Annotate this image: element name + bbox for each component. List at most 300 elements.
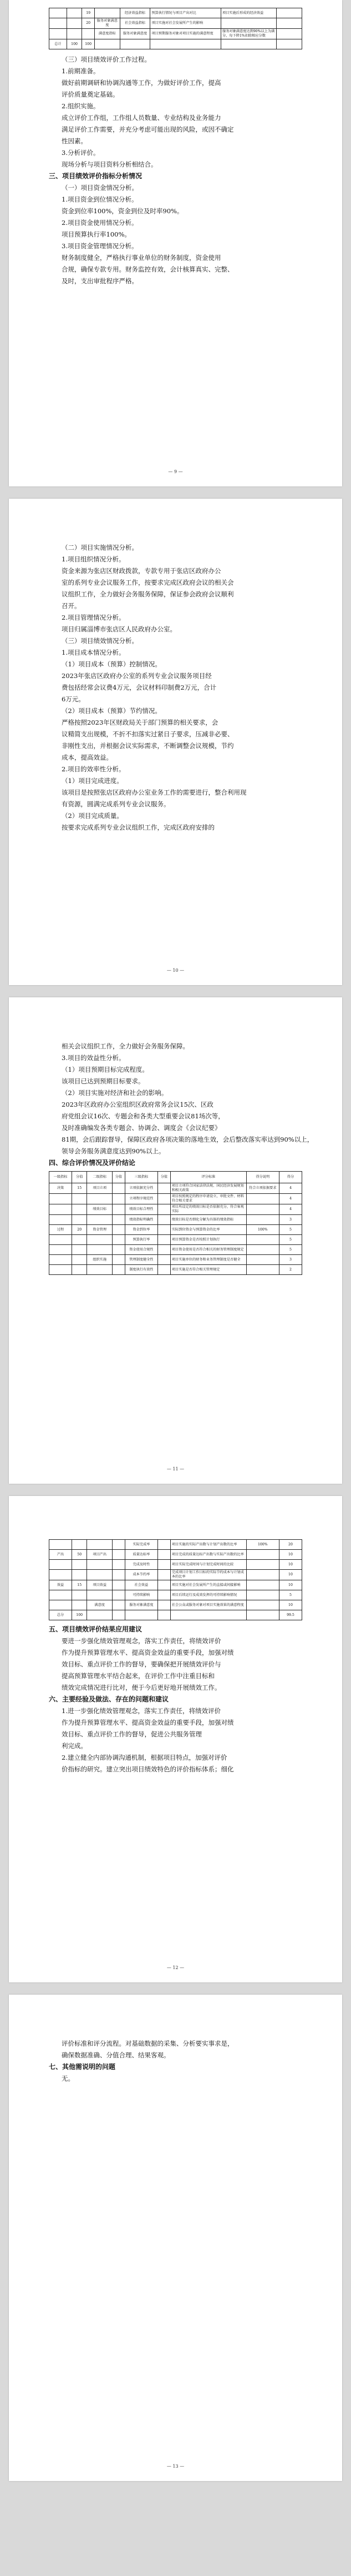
table-cell: 19 — [82, 8, 95, 18]
table-cell — [158, 1225, 171, 1235]
table-header-cell: 评分标准 — [170, 1172, 246, 1183]
table-cell: 效益 — [49, 1580, 72, 1590]
text-line: 按要求完成系列专业会议组织工作，完成区政府安排的 — [62, 823, 215, 831]
table-cell — [112, 1540, 125, 1550]
table-cell — [87, 1245, 113, 1255]
page-4 — [9, 1496, 342, 1982]
table-cell: 15 — [72, 1183, 87, 1194]
table-cell: 2 — [279, 1265, 302, 1275]
table-cell: 预算执行率 — [125, 1235, 157, 1245]
text-line: 该项目是按照张店区政府办公室业务工作的需要进行，整合利用现 — [62, 789, 247, 796]
table-row — [49, 1215, 302, 1225]
table-cell — [158, 1235, 171, 1245]
table-cell — [72, 1215, 87, 1225]
table-cell: 4 — [279, 1194, 302, 1204]
table-cell: 20 — [72, 1225, 87, 1235]
table-cell: 项目资金使用是否符合相关的财务管理制度规定 — [170, 1245, 246, 1255]
section-5-text — [49, 1635, 302, 1694]
text-line: 资金来源为张店区财政拨款，专款专用于张店区政府办公 — [62, 567, 221, 575]
text-line: （2）项目实施对经济和社会的影响。 — [62, 1089, 168, 1097]
table-cell — [158, 1265, 171, 1275]
table-cell: 项目实施单位的财务和业务管理制度是否健全 — [170, 1255, 246, 1265]
table-cell — [277, 18, 302, 29]
table-cell: 总计 — [49, 39, 67, 49]
table-cell — [158, 1245, 171, 1255]
table-cell — [246, 1570, 279, 1580]
table-row — [49, 29, 302, 39]
table-row — [49, 39, 302, 49]
table-cell — [246, 1235, 279, 1245]
text-line: 财务制度健全，严格执行事业单位的财务制度，资金使用 — [62, 254, 221, 262]
page-number: — 12 — — [166, 1965, 185, 1970]
text-line: 该项目已达到预期目标要求。 — [62, 1077, 145, 1085]
table-cell — [112, 1600, 125, 1610]
table-cell — [112, 1265, 125, 1275]
text-line: 费包括经常会议费4万元，会议材料印制费2万元，合计 — [62, 684, 217, 691]
table-cell: 资金使用合规性 — [125, 1245, 157, 1255]
table-cell — [87, 1215, 113, 1225]
table-cell: 项目按照规定的程序申请设立，审批文件、材料符合相关要求 — [170, 1194, 246, 1204]
table-cell: 100 — [82, 39, 95, 49]
table-cell — [158, 1570, 171, 1580]
text-line: 确保数据准确、分值合理、结果客观。 — [62, 2051, 170, 2059]
table-cell — [158, 1600, 171, 1610]
text-line: 及时，支出审批程序严格。 — [62, 277, 138, 285]
table-cell — [158, 1560, 171, 1570]
table-cell: 项目实施对社会发展所产生的影响 — [150, 18, 221, 29]
table-cell — [49, 8, 67, 18]
table-cell — [125, 1610, 157, 1620]
table-cell: 项目完成的质量达标产出数与实际产出数的比率 — [170, 1550, 246, 1560]
table-cell — [87, 1194, 113, 1204]
text-line: 1.项目成本情况分析。 — [62, 649, 125, 656]
table-row — [49, 1590, 302, 1600]
text-line: 评价标准和评分流程。对基础数据的采集、分析要实事求是， — [62, 2040, 234, 2047]
table-row — [49, 1550, 302, 1560]
table-header-cell: 分值 — [72, 1172, 87, 1183]
table-row — [49, 1245, 302, 1255]
table-cell: 10 — [279, 1580, 302, 1590]
text-line: 室的系列专业会议服务工作，按要求完成区政府会议的相关会 — [62, 579, 234, 586]
text-line: 1.项目组织情况分析。 — [62, 555, 125, 563]
table-cell — [49, 29, 67, 39]
page-3 — [9, 997, 342, 1484]
table-cell: 项目实施对社会发展所产生的直接或间接影响 — [170, 1580, 246, 1590]
table-cell: 资金管理 — [87, 1225, 113, 1235]
table-header-cell: 一级指标 — [49, 1172, 72, 1183]
table-cell — [112, 1194, 125, 1204]
text-line: 三、项目绩效评价指标分析情况 — [49, 172, 143, 180]
table-row — [49, 1600, 302, 1610]
text-line: 要进一步强化绩效管理观念，落实工作责任，将绩效评价 — [62, 1637, 221, 1645]
text-line: 效目标、重点评价工作的督导，促进公共服务管理 — [62, 1730, 202, 1738]
text-line: 作为提升预算管理水平、提高资金效益的重要手段，加强对绩 — [62, 1649, 234, 1656]
table-cell — [49, 1215, 72, 1225]
page-3-text — [49, 1041, 314, 1157]
table-cell: 社会公众或服务对象对项目实施效果的满意程度 — [170, 1600, 246, 1610]
table-row — [49, 1265, 302, 1275]
text-line: 效目标、重点评价工作的督导，要确保把开展绩效评价与 — [62, 1660, 221, 1668]
table-cell: 绩效目标 — [87, 1204, 113, 1215]
table-cell: 项目立项 — [87, 1183, 113, 1194]
table-cell: 完成及时性 — [125, 1560, 157, 1570]
text-line: （1）项目成本（预算）控制情况。 — [62, 660, 161, 668]
table-cell — [150, 39, 221, 49]
table-cell: 100 — [72, 1610, 87, 1620]
text-line: 有资源，圆满完成系列专业会议服务。 — [62, 800, 170, 808]
table-cell — [246, 1265, 279, 1275]
text-line: （2）项目完成质量。 — [62, 812, 123, 820]
table-cell — [277, 29, 302, 39]
text-line: 项目预算执行率100%。 — [62, 230, 131, 238]
text-line: 合规，确保专款专用。财务监控有效，会计核算真实、完整、 — [62, 265, 234, 273]
table-cell — [95, 39, 120, 49]
table-cell — [158, 1610, 171, 1620]
table-header-cell: 三级指标 — [125, 1172, 157, 1183]
table-cell — [72, 1265, 87, 1275]
table-cell — [246, 1194, 279, 1204]
table-row — [49, 18, 302, 29]
table-cell: 项目实施后形成的经济效益 — [221, 8, 277, 18]
table-cell: 满意度 — [87, 1600, 113, 1610]
text-line: 2.项目管理情况分析。 — [62, 614, 125, 621]
table-cell: 管理制度健全性 — [125, 1255, 157, 1265]
table-cell: 符合立项依据要求 — [246, 1183, 279, 1194]
text-line: 81期，会后跟踪督导，保障区政府各项决策的落地生效，会后整改落实率达到90%以上， — [62, 1136, 314, 1143]
table-cell — [72, 1245, 87, 1255]
table-cell: 99.5 — [279, 1610, 302, 1620]
table-cell — [72, 1600, 87, 1610]
text-line: 1.项目资金到位情况分析。 — [62, 195, 138, 203]
table-cell: 项目后续运行及成效发挥的可持续影响情况 — [170, 1590, 246, 1600]
text-line: 府党组会议16次、专题会和各类大型重要会议81场次等， — [62, 1112, 225, 1120]
section-title: 四、综合评价情况及评价结论 — [49, 1159, 136, 1167]
table-cell — [49, 1255, 72, 1265]
page-number: — 9 — — [168, 469, 183, 474]
table-cell — [158, 1590, 171, 1600]
page-5 — [9, 1995, 342, 2481]
table-cell: 绩效目标是否细化分解为具体的绩效指标 — [170, 1215, 246, 1225]
text-line: 评价质量奠定基础。 — [62, 91, 119, 98]
table-cell — [87, 1540, 113, 1550]
text-line: 2023年张店区政府办公室的系列专业会议服务项目经 — [62, 672, 212, 680]
table-cell: 10 — [279, 1560, 302, 1570]
indicator-table-continued — [49, 8, 302, 49]
table-cell: 项目实施是否符合相关管理规定 — [170, 1265, 246, 1275]
text-line: 相关会议组织工作，全力做好会务服务保障。 — [62, 1042, 189, 1050]
table-cell — [49, 1194, 72, 1204]
table-cell — [277, 39, 302, 49]
table-cell: 预算执行情况与项目产出对比 — [150, 8, 221, 18]
comprehensive-evaluation-table-continued — [49, 1539, 302, 1620]
table-cell — [120, 39, 150, 49]
page-number: — 13 — — [166, 2464, 185, 2469]
table-cell — [49, 1204, 72, 1215]
table-cell — [49, 1560, 72, 1570]
table-cell — [72, 1255, 87, 1265]
text-line: 成本，提高效益。 — [62, 754, 113, 761]
table-cell: 100 — [67, 39, 82, 49]
table-header-cell: 分值 — [112, 1172, 125, 1183]
table-cell — [112, 1183, 125, 1194]
table-cell — [158, 1194, 171, 1204]
text-line: 现场分析与项目资料分析相结合。 — [62, 160, 157, 168]
comprehensive-evaluation-table — [49, 1171, 302, 1275]
table-header-cell: 得分说明 — [246, 1172, 279, 1183]
table-cell: 成本节约率 — [125, 1570, 157, 1580]
text-line: （三）项目绩效情况分析。 — [62, 637, 138, 645]
text-line: 3.项目资金管理情况分析。 — [62, 242, 138, 250]
table-cell — [112, 1570, 125, 1580]
section-5-title: 五、项目绩效评价结果应用建议 — [49, 1625, 143, 1633]
table-cell — [112, 1560, 125, 1570]
table-cell: 完成项目计划工作目标的实际节约成本与计划成本的比率 — [170, 1570, 246, 1580]
table-cell — [221, 18, 277, 29]
page-number: — 11 — — [166, 1467, 185, 1472]
table-cell: 服务对象满意度 — [120, 29, 150, 39]
text-line: 3.分析评价。 — [62, 149, 100, 157]
table-cell — [49, 1540, 72, 1550]
table-cell — [67, 29, 82, 39]
table-cell — [246, 1590, 279, 1600]
text-line: （1）项目完成进度。 — [62, 777, 123, 785]
table-cell — [158, 1540, 171, 1550]
table-cell: 可持续影响 — [125, 1590, 157, 1600]
table-cell — [112, 1215, 125, 1225]
text-line: 2023年区政府办公室组织区政府常务会议15次、区政 — [62, 1101, 213, 1108]
text-line: 议组织工作，全力做好会务服务保障，保证参会政府会议顺利 — [62, 590, 234, 598]
text-line: （二）项目实施情况分析。 — [62, 544, 138, 551]
text-line: 2.项目资金使用情况分析。 — [62, 219, 138, 227]
text-line: 及时准确编发各类专题会、协调会、调度会《会议纪要》 — [62, 1124, 221, 1132]
table-cell: 4 — [279, 1204, 302, 1215]
table-cell — [112, 1245, 125, 1255]
text-line: 提高预算管理水平结合起来，在评价工作中注重目标和 — [62, 1672, 215, 1680]
table-cell: 5 — [279, 1245, 302, 1255]
text-line: 2.建立健全内部协调沟通机制，根据项目特点，加强对评价 — [62, 1754, 227, 1761]
table-cell: 20 — [279, 1540, 302, 1550]
table-cell — [246, 1560, 279, 1570]
page-5-text — [49, 2038, 302, 2061]
text-line: 作为提升预算管理水平、提高资金效益的重要手段，加强对绩 — [62, 1719, 234, 1726]
text-line: 议精简支出规模，不折不扣落实过紧日子要求，压减非必要、 — [62, 730, 234, 738]
table-cell — [72, 1590, 87, 1600]
table-cell — [72, 1204, 87, 1215]
table-cell — [112, 1610, 125, 1620]
text-line: 非刚性支出，并根据会议实际需求，不断调整会议规模，节约 — [62, 742, 234, 750]
section-7-body: 无。 — [62, 2075, 74, 2082]
table-cell: 决策 — [49, 1183, 72, 1194]
table-cell — [87, 1590, 113, 1600]
table-row — [49, 1560, 302, 1570]
table-cell: 绩效指标明确性 — [125, 1215, 157, 1225]
table-cell — [87, 1265, 113, 1275]
table-cell: 组织实施 — [87, 1255, 113, 1265]
page-1-text — [49, 54, 302, 287]
table-cell — [158, 1580, 171, 1590]
page-2-text — [49, 542, 302, 833]
table-cell: 5 — [279, 1235, 302, 1245]
table-cell: 10 — [279, 1600, 302, 1610]
text-line: 1.进一步强化绩效管理观念，落实工作责任，将绩效评价 — [62, 1707, 221, 1715]
text-line: 满足评价工作需要，并充分考虑可能出现的风险，或因不确定 — [62, 125, 234, 133]
table-cell — [49, 1265, 72, 1275]
page-number: — 10 — — [166, 968, 185, 973]
table-row — [49, 1235, 302, 1245]
table-cell — [158, 1204, 171, 1215]
table-cell: 100% — [246, 1225, 279, 1235]
table-cell — [87, 1235, 113, 1245]
table-cell — [158, 1550, 171, 1560]
table-cell: 20 — [82, 18, 95, 29]
page-1 — [9, 0, 342, 486]
table-cell: 过程 — [49, 1225, 72, 1235]
text-line: （三）项目绩效评价工作过程。 — [62, 56, 151, 63]
table-cell — [49, 1245, 72, 1255]
table-cell — [49, 18, 67, 29]
table-row — [49, 1225, 302, 1235]
table-cell — [49, 1590, 72, 1600]
table-row — [49, 1580, 302, 1590]
table-cell: 项目实施的实际产出数与计划产出数的比率 — [170, 1540, 246, 1550]
table-header-cell: 二级指标 — [87, 1172, 113, 1183]
table-cell: 5 — [279, 1225, 302, 1235]
table-cell — [95, 8, 120, 18]
table-cell: 立项程序规范性 — [125, 1194, 157, 1204]
table-row — [49, 1194, 302, 1204]
table-cell — [246, 1215, 279, 1225]
table-cell: 服务对象满意度 — [95, 18, 120, 29]
table-cell — [158, 1215, 171, 1225]
table-cell: 制度执行有效性 — [125, 1265, 157, 1275]
section-6-title: 六、主要经验及做法、存在的问题和建议 — [49, 1695, 169, 1703]
table-cell: 经济效益指标 — [120, 8, 150, 18]
table-row — [49, 8, 302, 18]
section-6-text — [49, 1705, 302, 1775]
table-cell — [221, 39, 277, 49]
table-cell — [112, 1204, 125, 1215]
table-cell: 项目所设定的绩效目标是否依据充分，符合客观实际 — [170, 1204, 246, 1215]
table-cell — [112, 1255, 125, 1265]
table-cell: 10 — [279, 1550, 302, 1560]
table-cell: 3 — [279, 1255, 302, 1265]
table-cell — [49, 1600, 72, 1610]
table-cell — [158, 1183, 171, 1194]
text-line: 成立评价工作组，工作组人员数量、专业结构及业务能力 — [62, 114, 221, 122]
table-cell — [87, 1560, 113, 1570]
table-cell — [72, 1570, 87, 1580]
table-cell: 项目效益 — [87, 1580, 113, 1590]
table-cell: 项目立项符合国家法律法规、国民经济发展规划和相关政策 — [170, 1183, 246, 1194]
text-line: 绩效完成情况进行比对，便于今后更好地开展绩效工作。 — [62, 1684, 221, 1691]
text-line: 领导会务服务满意度达到90%以上。 — [62, 1147, 165, 1155]
table-cell: 资金到位率 — [125, 1225, 157, 1235]
table-cell — [170, 1610, 246, 1620]
page-2 — [9, 499, 342, 985]
table-row — [49, 1204, 302, 1215]
text-line: 严格按照2023年区财政局关于部门预算的相关要求，会 — [62, 719, 218, 726]
table-cell — [112, 1235, 125, 1245]
table-cell: 实际到位资金与预算资金的比率 — [170, 1225, 246, 1235]
table-cell — [158, 1255, 171, 1265]
table-cell: 服务对象满意度 — [125, 1600, 157, 1610]
table-header-cell: 分值 — [158, 1172, 171, 1183]
table-cell — [277, 8, 302, 18]
text-line: （2）项目成本（预算）节约情况。 — [62, 707, 161, 715]
table-cell — [49, 1235, 72, 1245]
table-cell — [72, 1235, 87, 1245]
table-header-cell: 得分 — [279, 1172, 302, 1183]
table-cell — [246, 1580, 279, 1590]
table-cell — [72, 1194, 87, 1204]
table-cell — [246, 1550, 279, 1560]
table-cell — [246, 1255, 279, 1265]
table-cell: 质量达标率 — [125, 1550, 157, 1560]
text-line: 召开。 — [62, 602, 81, 610]
table-cell: 总分 — [49, 1610, 72, 1620]
table-cell: 项目产出 — [87, 1550, 113, 1560]
table-cell: 5 — [279, 1590, 302, 1600]
table-cell: 项目实际完成时间与计划完成时间的比较 — [170, 1560, 246, 1570]
text-line: 3.项目的效益性分析。 — [62, 1054, 125, 1062]
table-cell: 满意度指标 — [95, 29, 120, 39]
table-cell — [246, 1204, 279, 1215]
table-cell: 服务对象满意度达到90%以上为满分，每下降1%扣除相应分数 — [221, 29, 277, 39]
table-cell — [67, 8, 82, 18]
text-line: 2.项目的效率性分析。 — [62, 765, 125, 773]
text-line: 利完成。 — [62, 1742, 87, 1750]
table-cell: 社会效益指标 — [120, 18, 150, 29]
table-cell: 50 — [72, 1550, 87, 1560]
table-cell: 4 — [279, 1183, 302, 1194]
text-line: 资金到位率100%，资金到位及时率90%。 — [62, 207, 184, 215]
table-cell — [82, 29, 95, 39]
table-cell: 社会效益 — [125, 1580, 157, 1590]
table-row — [49, 1540, 302, 1550]
table-row — [49, 1610, 302, 1620]
text-line: 1.前期准备。 — [62, 67, 100, 75]
table-cell: 产出 — [49, 1550, 72, 1560]
table-cell: 实际完成率 — [125, 1540, 157, 1550]
table-row — [49, 1570, 302, 1580]
table-cell: 100% — [246, 1540, 279, 1550]
table-cell: 项目预期服务对象对项目实施的满意程度 — [150, 29, 221, 39]
table-cell — [67, 18, 82, 29]
table-cell — [246, 1610, 279, 1620]
text-line: 做好前期调研和协调沟通等工作，为做好评价工作，提高 — [62, 79, 221, 87]
text-line: 6万元。 — [62, 695, 85, 703]
table-cell — [112, 1580, 125, 1590]
text-line: 项目归属淄博市张店区人民政府办公室。 — [62, 625, 176, 633]
table-cell: 项目预算资金是否按照计划执行 — [170, 1235, 246, 1245]
text-line: （一）项目资金情况分析。 — [62, 184, 138, 192]
table-cell — [87, 1610, 113, 1620]
table-cell — [72, 1540, 87, 1550]
text-line: 价指标的研究。建立突出项目绩效特色的评价指标体系；细化 — [62, 1765, 234, 1773]
table-cell: 3 — [279, 1215, 302, 1225]
text-line: 2.组织实施。 — [62, 102, 100, 110]
table-cell: 绩效目标合理性 — [125, 1204, 157, 1215]
table-cell — [112, 1590, 125, 1600]
table-cell: 15 — [72, 1580, 87, 1590]
text-line: 性因素。 — [62, 137, 87, 145]
table-cell — [112, 1225, 125, 1235]
table-cell — [246, 1245, 279, 1255]
text-line: （1）项目预期目标完成程度。 — [62, 1066, 149, 1073]
table-row — [49, 1255, 302, 1265]
table-cell — [49, 1570, 72, 1580]
table-cell — [112, 1550, 125, 1560]
